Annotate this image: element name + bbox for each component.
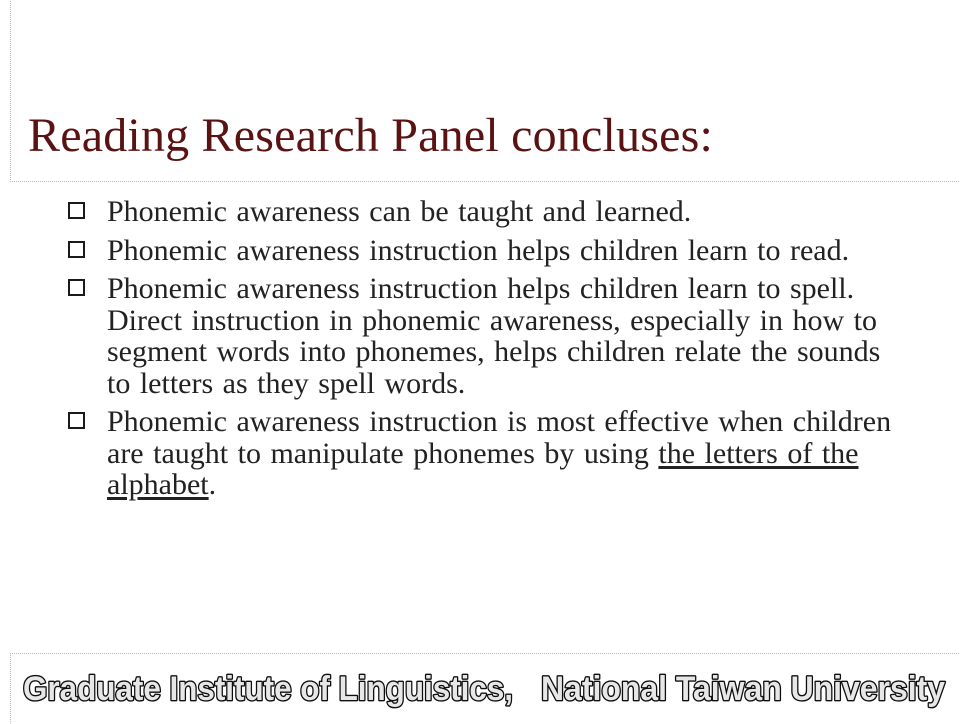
- bullet-text: [107, 405, 891, 501]
- hollow-square-icon: [68, 241, 85, 258]
- hollow-square-icon: [68, 202, 85, 219]
- footer-left-text: Graduate Institute of Linguistics,: [23, 670, 513, 708]
- bullet-text: Phonemic awareness instruction helps children learn to read.: [107, 233, 850, 267]
- hollow-square-icon: [68, 279, 85, 296]
- bullet-list: [66, 196, 906, 508]
- bullet-text: Phonemic awareness can be taught and learned.: [107, 195, 692, 228]
- footer-banner: [10, 653, 960, 724]
- slide-title: Reading Research Panel concluses:: [28, 109, 714, 162]
- bullet-item: [66, 406, 906, 501]
- footer-wordart: [11, 654, 960, 721]
- footer-right-text: National Taiwan University: [541, 670, 946, 708]
- bullet-item: [66, 196, 906, 228]
- bullet-text: Phonemic awareness instruction helps children learn to spell. Direct instruction in phonemic awareness, especially in how to segment words into phonemes, helps children relate the sounds to letters as they spell words.: [107, 272, 881, 400]
- bullet-item: [66, 235, 906, 267]
- bullet-text-after: .: [208, 468, 217, 501]
- bullet-item: [66, 273, 906, 399]
- underlined-phrase: the letters of the alphabet: [107, 436, 859, 501]
- hollow-square-icon: [68, 412, 85, 429]
- bullet-text-before: Phonemic awareness instruction is most effective when children are taught to manipulate phonemes by using: [107, 405, 892, 470]
